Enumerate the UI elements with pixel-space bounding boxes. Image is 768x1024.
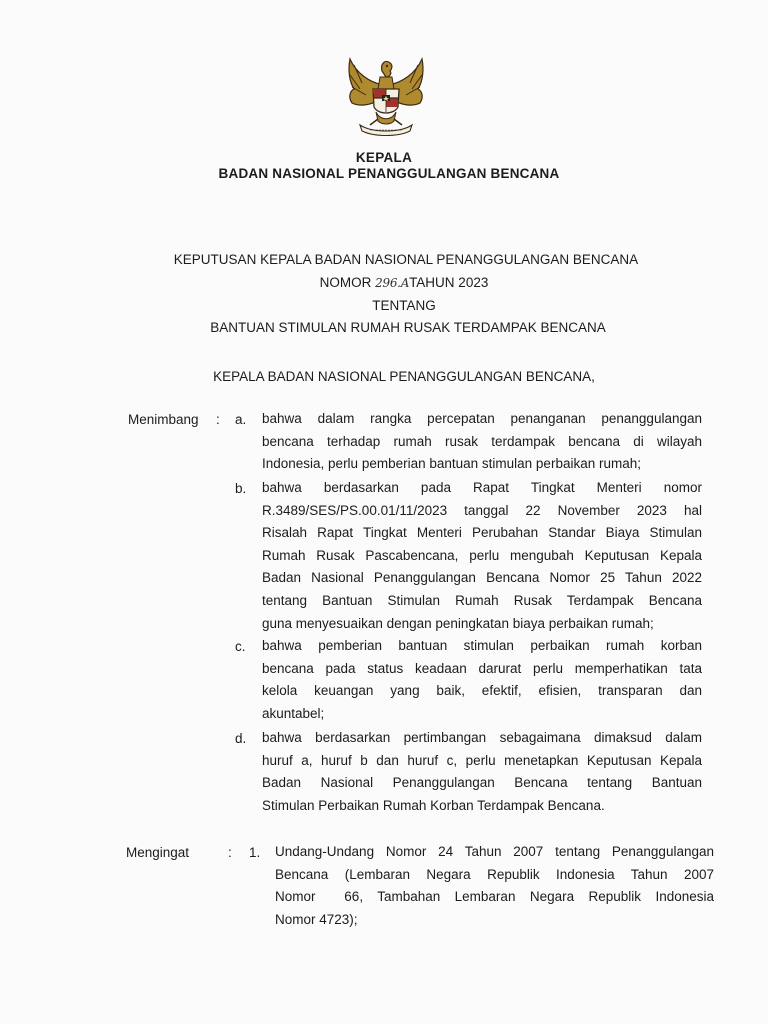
text-line: bahwa dalam rangka percepatan penanganan penanggulangan <box>262 411 702 426</box>
text-line: R.3489/SES/PS.00.01/11/2023 tanggal 22 November 2023 hal <box>262 502 702 518</box>
tentang-label: TENTANG <box>372 298 436 313</box>
decree-title: KEPUTUSAN KEPALA BADAN NASIONAL PENANGGULANGAN BENCANA <box>173 252 639 267</box>
text-line: Risalah Rapat Tingkat Menteri Perubahan Standar Biaya Stimulan <box>262 525 702 541</box>
menimbang-label: Menimbang <box>128 412 199 427</box>
text-line: bahwa berdasarkan pertimbangan sebagaimana dimaksud dalam <box>262 730 702 745</box>
text-line: Nomor 4723); <box>275 911 358 927</box>
header-agency: BADAN NASIONAL PENANGGULANGAN BENCANA <box>218 166 560 181</box>
mengingat-label: Mengingat <box>126 845 190 860</box>
text-line: bahwa pemberian bantuan stimulan perbaikan rumah korban <box>262 638 702 653</box>
text-line: kelola keuangan yang baik, efektif, efisien, transparan dan <box>262 683 702 699</box>
mengingat-colon: : <box>228 845 232 860</box>
menimbang-colon: : <box>216 412 220 427</box>
menimbang-marker-d: d. <box>235 731 247 746</box>
header-title: KEPALA <box>355 150 413 165</box>
handwritten-number: 296.A <box>375 276 410 290</box>
text-line: Badan Nasional Penanggulangan Bencana tentang Bantuan <box>262 775 702 791</box>
text-line: akuntabel; <box>262 705 325 721</box>
menimbang-marker-c: c. <box>235 639 246 654</box>
menimbang-marker-a: a. <box>235 412 247 427</box>
text-line: Undang-Undang Nomor 24 Tahun 2007 tentang Penanggulangan <box>275 844 714 859</box>
text-line: Badan Nasional Penanggulangan Bencana Nomor 25 Tahun 2022 <box>262 570 702 586</box>
text-line: Indonesia, perlu pemberian bantuan stimulan perbaikan rumah; <box>262 456 641 472</box>
nomor-prefix: NOMOR <box>319 275 372 290</box>
decree-number <box>0 275 768 290</box>
text-line: huruf a, huruf b dan huruf c, perlu menetapkan Keputusan Kepala <box>262 752 702 768</box>
menimbang-item-c <box>262 635 702 725</box>
menimbang-item-d <box>262 727 702 817</box>
mengingat-marker-1: 1. <box>249 845 261 860</box>
text-line: Stimulan Perbaikan Rumah Korban Terdampak Bencana. <box>262 797 605 813</box>
nomor-suffix: TAHUN 2023 <box>409 275 489 290</box>
text-line: bencana terhadap rumah rusak terdampak bencana di wilayah <box>262 433 702 449</box>
authority-line: KEPALA BADAN NASIONAL PENANGGULANGAN BENCANA, <box>213 369 595 384</box>
text-line: bencana pada status keadaan darurat perlu memperhatikan tata <box>262 660 702 676</box>
menimbang-marker-b: b. <box>235 481 247 496</box>
decree-subject: BANTUAN STIMULAN RUMAH RUSAK TERDAMPAK BENCANA <box>210 320 606 335</box>
menimbang-item-b <box>262 477 702 635</box>
text-line: guna menyesuaikan dengan peningkatan biaya perbaikan rumah; <box>262 615 654 631</box>
text-line: Nomor 66, Tambahan Lembaran Negara Republik Indonesia <box>275 889 714 905</box>
menimbang-item-a <box>262 408 702 476</box>
garuda-emblem-icon <box>340 55 432 140</box>
text-line: Rumah Rusak Pascabencana, perlu mengubah Keputusan Kepala <box>262 547 702 563</box>
text-line: Bencana (Lembaran Negara Republik Indonesia Tahun 2007 <box>275 866 714 882</box>
mengingat-item-1 <box>275 841 714 931</box>
text-line: tentang Bantuan Stimulan Rumah Rusak Terdampak Bencana <box>262 592 702 608</box>
text-line: bahwa berdasarkan pada Rapat Tingkat Menteri nomor <box>262 480 702 495</box>
